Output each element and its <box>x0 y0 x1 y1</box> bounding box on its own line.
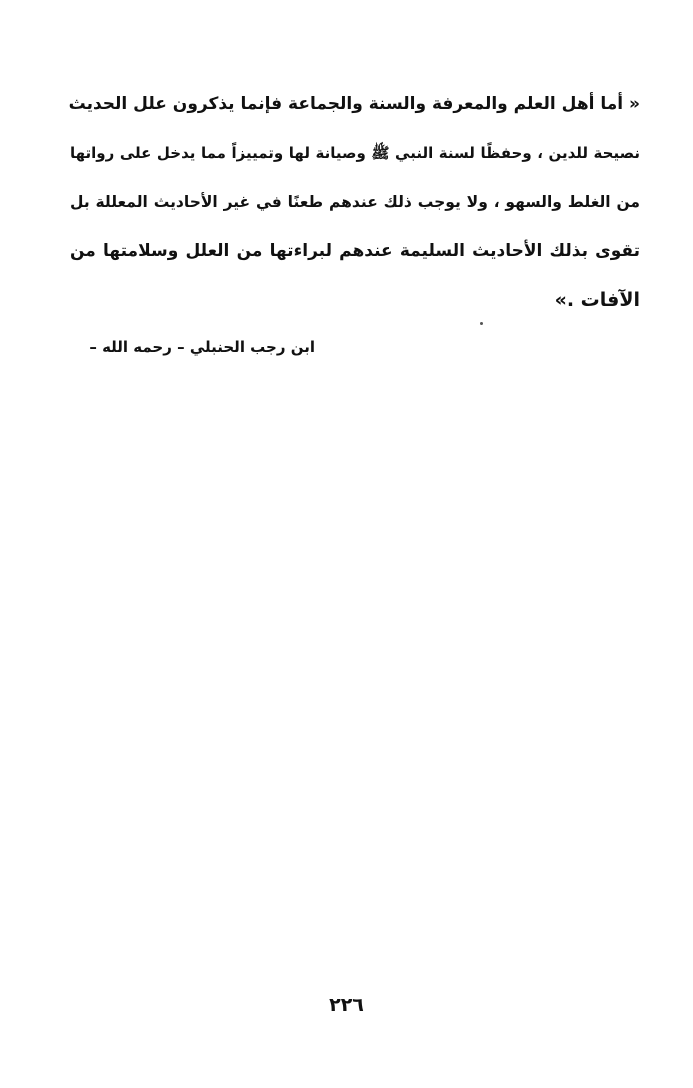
quote-paragraph <box>70 80 640 325</box>
quote-line-1: « أما أهل العلم والمعرفة والسنة والجماعة فإنما يذكرون علل الحديث <box>68 94 640 114</box>
quote-line-5: الآفات .» <box>554 289 640 311</box>
quote-attribution: ابن رجب الحنبلي – رحمه الله – <box>89 338 315 356</box>
quote-line-2: نصيحة للدين ، وحفظًا لسنة النبي ﷺ وصيانة لها وتمييزاً مما يدخل على رواتها <box>70 144 640 162</box>
page-number: ٢٢٦ <box>329 994 364 1016</box>
quote-line-4: تقوى بذلك الأحاديث السليمة عندهم لبراءتها من العلل وسلامتها من <box>70 241 640 261</box>
quote-line-3: من الغلط والسهو ، ولا يوجب ذلك عندهم طعنًا في غير الأحاديث المعللة بل <box>70 193 640 211</box>
scan-speck <box>480 322 483 325</box>
